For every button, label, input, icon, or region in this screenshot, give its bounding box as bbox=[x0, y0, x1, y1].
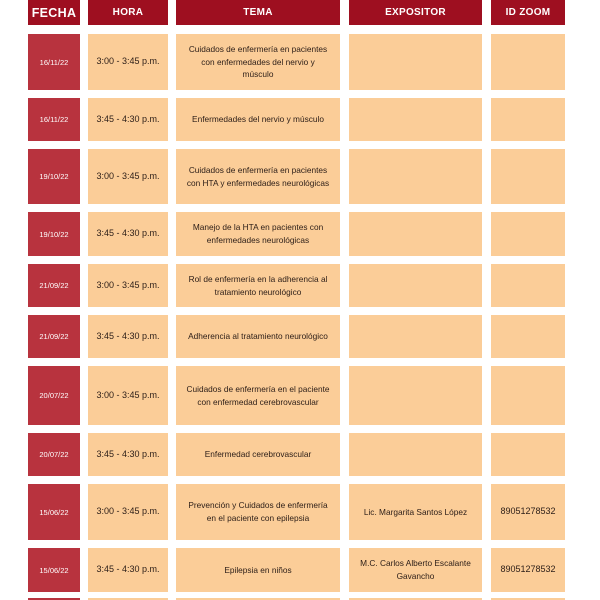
row-6-hora: 3:45 - 4:30 p.m. bbox=[88, 315, 168, 358]
header-id-zoom: ID ZOOM bbox=[491, 0, 565, 25]
row-10-expositor: M.C. Carlos Alberto Escalante Gavancho bbox=[349, 548, 482, 592]
row-6-fecha: 21/09/22 bbox=[28, 315, 80, 358]
row-2-fecha: 16/11/22 bbox=[28, 98, 80, 141]
row-5-fecha: 21/09/22 bbox=[28, 264, 80, 307]
row-9-expositor: Lic. Margarita Santos López bbox=[349, 484, 482, 540]
row-8-tema: Enfermedad cerebrovascular bbox=[176, 433, 340, 476]
row-7-id-zoom bbox=[491, 366, 565, 425]
row-7-expositor bbox=[349, 366, 482, 425]
header-fecha: FECHA bbox=[28, 0, 80, 25]
row-7-fecha: 20/07/22 bbox=[28, 366, 80, 425]
row-3-hora: 3:00 - 3:45 p.m. bbox=[88, 149, 168, 204]
row-9-tema: Prevención y Cuidados de enfermería en el paciente con epilepsia bbox=[176, 484, 340, 540]
row-4-fecha: 19/10/22 bbox=[28, 212, 80, 256]
row-8-fecha: 20/07/22 bbox=[28, 433, 80, 476]
header-hora: HORA bbox=[88, 0, 168, 25]
row-3-tema: Cuidados de enfermería en pacientes con HTA y enfermedades neurológicas bbox=[176, 149, 340, 204]
row-6-tema: Adherencia al tratamiento neurológico bbox=[176, 315, 340, 358]
row-5-expositor bbox=[349, 264, 482, 307]
row-3-fecha: 19/10/22 bbox=[28, 149, 80, 204]
row-2-hora: 3:45 - 4:30 p.m. bbox=[88, 98, 168, 141]
row-2-id-zoom bbox=[491, 98, 565, 141]
header-expositor: EXPOSITOR bbox=[349, 0, 482, 25]
row-10-id-zoom: 89051278532 bbox=[491, 548, 565, 592]
row-3-id-zoom bbox=[491, 149, 565, 204]
header-tema: TEMA bbox=[176, 0, 340, 25]
row-4-id-zoom bbox=[491, 212, 565, 256]
row-1-id-zoom bbox=[491, 34, 565, 90]
row-6-id-zoom bbox=[491, 315, 565, 358]
row-9-fecha: 15/06/22 bbox=[28, 484, 80, 540]
row-7-hora: 3:00 - 3:45 p.m. bbox=[88, 366, 168, 425]
row-8-hora: 3:45 - 4:30 p.m. bbox=[88, 433, 168, 476]
row-4-expositor bbox=[349, 212, 482, 256]
row-10-hora: 3:45 - 4:30 p.m. bbox=[88, 548, 168, 592]
row-3-expositor bbox=[349, 149, 482, 204]
row-8-id-zoom bbox=[491, 433, 565, 476]
row-1-tema: Cuidados de enfermería en pacientes con enfermedades del nervio y músculo bbox=[176, 34, 340, 90]
row-8-expositor bbox=[349, 433, 482, 476]
row-1-expositor bbox=[349, 34, 482, 90]
row-1-hora: 3:00 - 3:45 p.m. bbox=[88, 34, 168, 90]
row-2-expositor bbox=[349, 98, 482, 141]
row-4-hora: 3:45 - 4:30 p.m. bbox=[88, 212, 168, 256]
row-4-tema: Manejo de la HTA en pacientes con enfermedades neurológicas bbox=[176, 212, 340, 256]
row-10-fecha: 15/06/22 bbox=[28, 548, 80, 592]
row-5-tema: Rol de enfermería en la adherencia al tratamiento neurológico bbox=[176, 264, 340, 307]
row-5-hora: 3:00 - 3:45 p.m. bbox=[88, 264, 168, 307]
row-7-tema: Cuidados de enfermería en el paciente con enfermedad cerebrovascular bbox=[176, 366, 340, 425]
row-5-id-zoom bbox=[491, 264, 565, 307]
row-2-tema: Enfermedades del nervio y músculo bbox=[176, 98, 340, 141]
row-6-expositor bbox=[349, 315, 482, 358]
row-10-tema: Epilepsia en niños bbox=[176, 548, 340, 592]
row-9-hora: 3:00 - 3:45 p.m. bbox=[88, 484, 168, 540]
row-9-id-zoom: 89051278532 bbox=[491, 484, 565, 540]
row-1-fecha: 16/11/22 bbox=[28, 34, 80, 90]
